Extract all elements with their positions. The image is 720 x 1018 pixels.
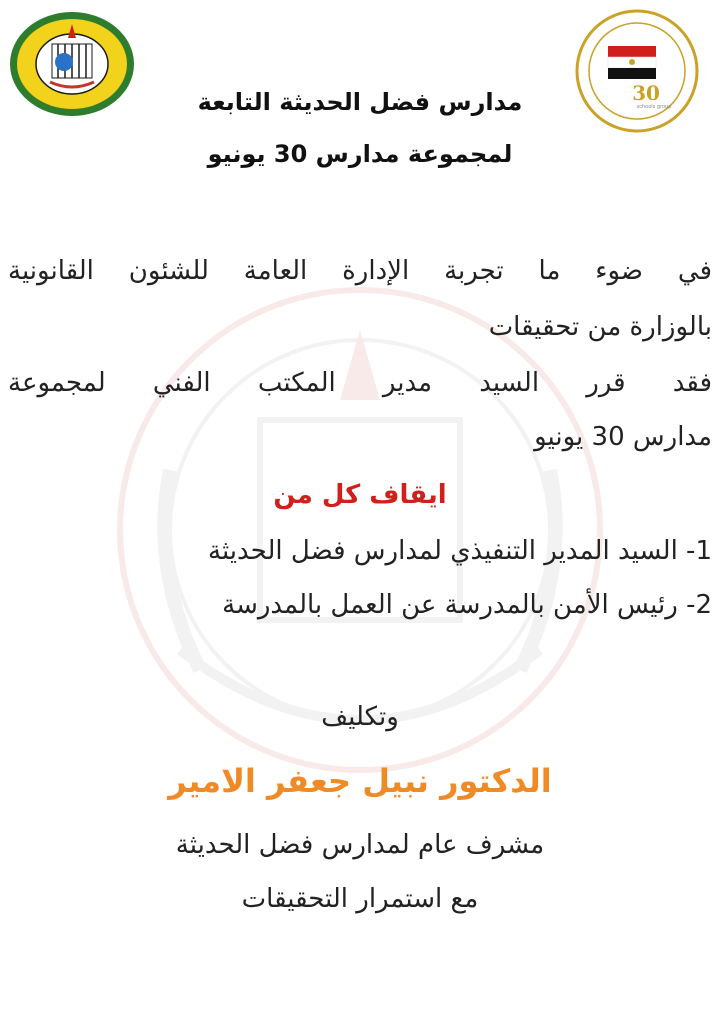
school-logo-left-icon [8,10,136,118]
body-line-1: في ضوء ما تجربة الإدارة العامة للشئون القانونية [8,256,712,286]
suspend-heading: ايقاف كل من [273,480,447,510]
page-title-line2: لمجموعة مدارس 30 يونيو [207,140,513,168]
list-item-2: 2- رئيس الأمن بالمدرسة عن العمل بالمدرسة [222,590,712,620]
logo-sub: schools group [636,104,672,110]
logo-number: 30 [632,81,660,105]
final-line: مع استمرار التحقيقات [241,884,479,914]
body-line-3: فقد قرر السيد مدير المكتب الفني لمجموعة [8,368,712,398]
person-name: الدكتور نبيل جعفر الامير [168,762,552,800]
list-item-1: 1- السيد المدير التنفيذي لمدارس فضل الحديثة [208,536,712,566]
role-line: مشرف عام لمدارس فضل الحديثة [175,830,545,860]
body-line-4: مدارس 30 يونيو [534,422,712,452]
page-title-line1: مدارس فضل الحديثة التابعة [197,88,523,116]
ministry-logo-right-icon [574,8,700,134]
body-line-2: بالوزارة من تحقيقات [488,312,712,342]
assign-heading: وتكليف [321,702,399,732]
